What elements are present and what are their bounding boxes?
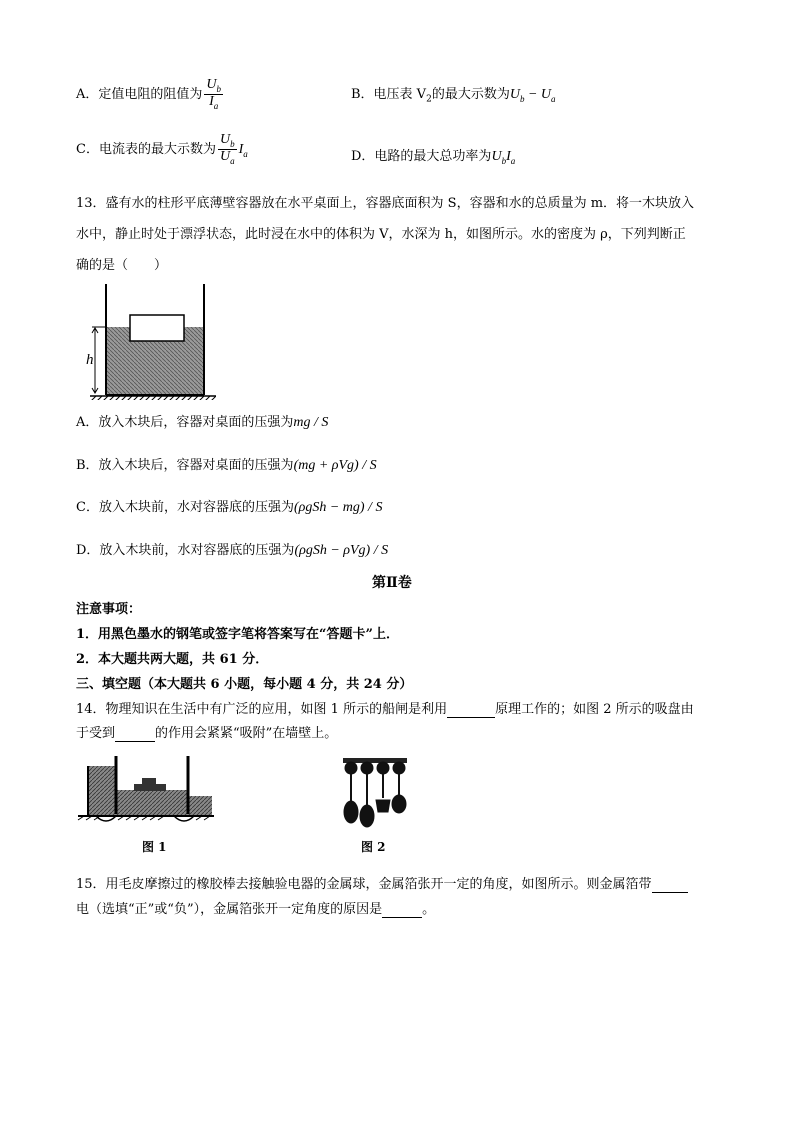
q15-blank-2[interactable] [382,902,422,918]
q12-option-b-expr: $U_b - U_a$ [509,87,556,104]
q12-option-a-text: A．定值电阻的阻值为 [76,87,203,103]
q13-option-d-expr: (ρgSh − ρVg) / S [294,543,389,558]
q12-option-d: D．电路的最大总功率为$U_bI_a$ [351,149,516,166]
q13-option-d: D．放入木块前，水对容器底的压强为(ρgSh − ρVg) / S [76,543,389,558]
q12-option-a [76,78,225,111]
q15-line1: 15．用毛皮摩擦过的橡胶棒去接触验电器的金属球，金属箔张开一定的角度，如图所示。则金属箔带 [76,873,688,893]
q15-blank-1[interactable] [652,877,688,893]
q13-stem-line3: 确的是（ ） [76,258,168,273]
fig1-caption: 图 1 [142,840,167,854]
q13-option-b: B．放入木块后，容器对桌面的压强为(mg + ρVg) / S [76,458,377,473]
q12-option-c: C．电流表的最大示数为 $\frac{U_b}{U_a}$ $I_a$ [76,132,248,167]
q13-h-label: h [86,352,94,368]
q13-option-a: A．放入木块后，容器对桌面的压强为mg / S [76,415,329,430]
q14-line2: 于受到 的作用会紧紧“吸附”在墙壁上。 [76,726,338,741]
q14-blank-2[interactable] [115,726,155,742]
q14-line1: 14．物理知识在生活中有广泛的应用，如图 1 所示的船闸是利用 原理工作的；如图 2 所示的吸盘由 [76,702,694,717]
wood-block [130,315,184,341]
ship-lock-figure [76,752,216,827]
notice-item-1: 1．用黑色墨水的钢笔或签字笔将答案写在“答题卡”上． [76,627,400,642]
q12-option-a-fraction: $\frac{U_b}{I_a}$ [206,77,222,112]
q12-option-b: B．电压表 $V_2$的最大示数为$U_b - U_a$ [351,87,556,105]
part3-title: 三、填空题（本大题共 6 小题，每小题 4 分，共 24 分） [76,677,413,692]
section-title: 第Ⅱ卷 [372,575,412,591]
q14-blank-1[interactable] [447,702,495,718]
q13-option-c: C．放入木块前，水对容器底的压强为(ρgSh − mg) / S [76,500,383,515]
q12-option-c-fraction: $\frac{U_b}{U_a}$ [219,132,235,167]
q12-option-d-expr: $U_bI_a$ [491,149,516,166]
notice-item-2: 2．本大题共两大题，共 61 分． [76,652,269,667]
q13-stem-line2: 水中，静止时处于漂浮状态，此时浸在水中的体积为 V，水深为 h，如图所示。水的密度为 ρ，下列判断正 [76,227,686,242]
q13-option-c-expr: (ρgSh − mg) / S [293,500,383,515]
suction-cup-figure [340,752,410,832]
fig2-caption: 图 2 [361,840,386,854]
q13-stem-line1: 13．盛有水的柱形平底薄壁容器放在水平桌面上，容器底面积为 S，容器和水的总质量为 m．将一木块放入 [76,196,695,211]
q15-line2: 电（选填“正”或“负”），金属箔张开一定角度的原因是 。 [76,902,436,917]
q13-option-b-expr: (mg + ρVg) / S [293,458,377,473]
notice-title: 注意事项： [76,602,142,617]
q13-container-figure [78,282,218,400]
q13-option-a-expr: mg / S [293,415,329,430]
